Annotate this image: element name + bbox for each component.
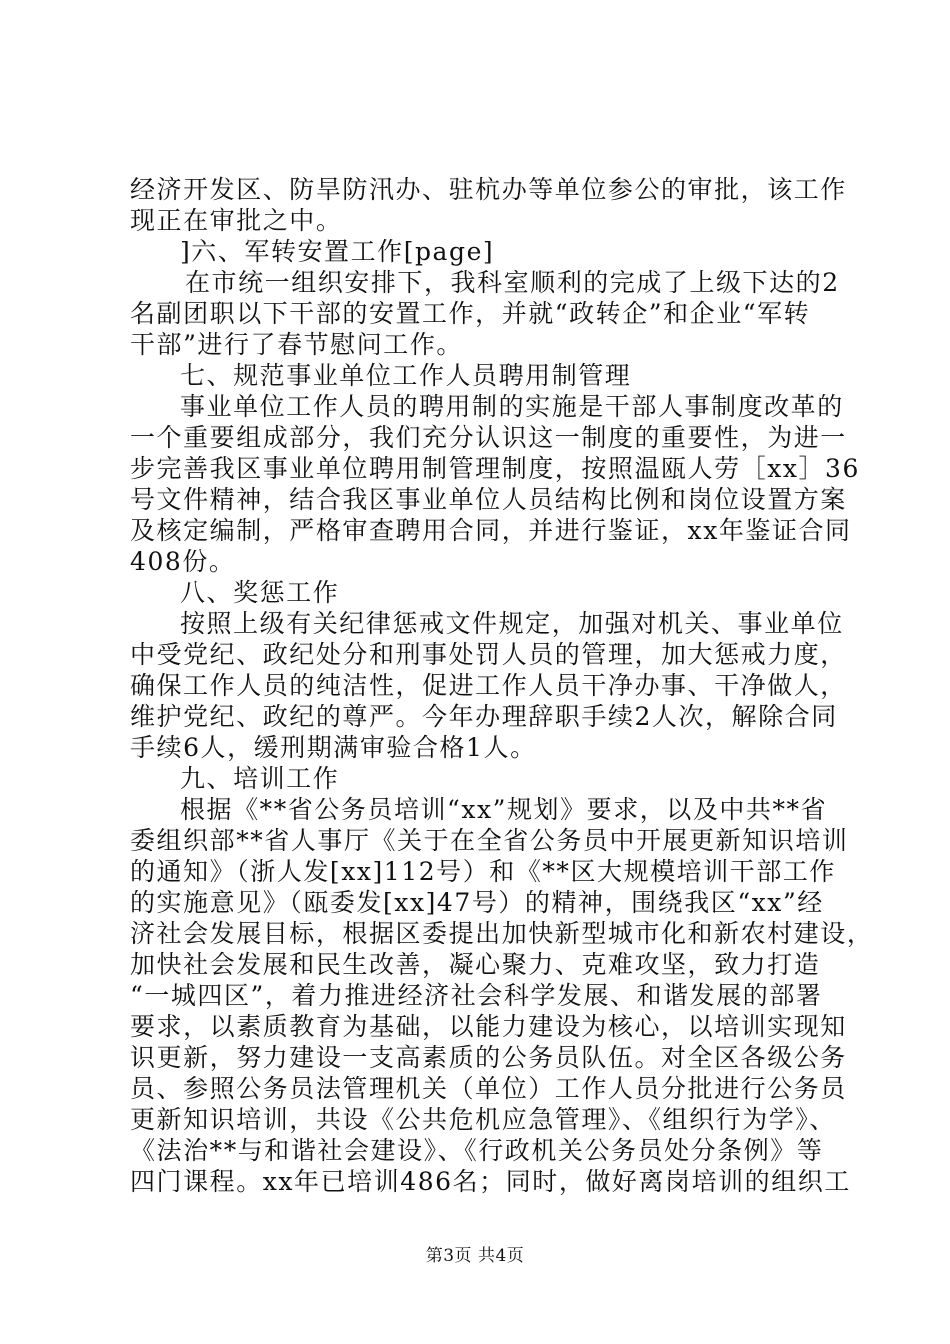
section-heading: ]六、军转安置工作[page] — [180, 237, 495, 266]
text-line: 一个重要组成部分，我们充分认识这一制度的重要性，为进一 — [130, 423, 847, 452]
section-heading: 八、奖惩工作 — [180, 578, 340, 607]
page-number-footer: 第3页 共4页 — [425, 1246, 525, 1266]
text-line: 手续6人，缓刑期满审验合格1人。 — [130, 733, 537, 762]
section-heading: 九、培训工作 — [180, 764, 340, 793]
text-line: 确保工作人员的纯洁性，促进工作人员干净办事、干净做人， — [130, 671, 847, 700]
text-line: 经济开发区、防旱防汛办、驻杭办等单位参公的审批，该工作 — [130, 175, 847, 204]
text-line: 维护党纪、政纪的尊严。今年办理辞职手续2人次，解除合同 — [130, 702, 838, 731]
text-line: 济社会发展目标，根据区委提出加快新型城市化和新农村建设， — [130, 919, 874, 948]
section-heading: 七、规范事业单位工作人员聘用制管理 — [180, 361, 632, 390]
text-line: 的实施意见》（瓯委发[xx]47号）的精神，围绕我区“xx”经 — [130, 888, 824, 917]
text-line: 四门课程。xx年已培训486名；同时，做好离岗培训的组织工 — [130, 1167, 851, 1196]
text-line: “一城四区”，着力推进经济社会科学发展、和谐发展的部署 — [130, 981, 823, 1010]
text-line: 步完善我区事业单位聘用制管理制度，按照温瓯人劳［xx］36 — [130, 454, 860, 483]
text-line: 员、参照公务员法管理机关（单位）工作人员分批进行公务员 — [130, 1074, 847, 1103]
text-line: 按照上级有关纪律惩戒文件规定，加强对机关、事业单位 — [180, 609, 844, 638]
text-line: 识更新，努力建设一支高素质的公务员队伍。对全区各级公务 — [130, 1043, 847, 1072]
text-line: 要求，以素质教育为基础，以能力建设为核心，以培训实现知 — [130, 1012, 847, 1041]
text-line: 事业单位工作人员的聘用制的实施是干部人事制度改革的 — [180, 392, 844, 421]
text-line: 委组织部**省人事厅《关于在全省公务员中开展更新知识培训 — [130, 826, 849, 855]
text-line: 在市统一组织安排下，我科室顺利的完成了上级下达的2 — [185, 268, 840, 297]
text-line: 根据《**省公务员培训“xx”规划》要求，以及中共**省 — [180, 795, 828, 824]
text-line: 干部”进行了春节慰问工作。 — [130, 330, 463, 359]
text-line: 更新知识培训，共设《公共危机应急管理》、《组织行为学》、 — [130, 1105, 836, 1134]
text-line: 的通知》（浙人发[xx]112号）和《**区大规模培训干部工作 — [130, 857, 836, 886]
text-line: 号文件精神，结合我区事业单位人员结构比例和岗位设置方案 — [130, 485, 847, 514]
text-line: 加快社会发展和民生改善，凝心聚力、克难攻坚，致力打造 — [130, 950, 821, 979]
text-line: 408份。 — [130, 547, 236, 576]
text-line: 中受党纪、政纪处分和刑事处罚人员的管理，加大惩戒力度， — [130, 640, 847, 669]
text-line: 现正在审批之中。 — [130, 206, 343, 235]
text-line: 《法治**与和谐社会建设》、《行政机关公务员处分条例》等 — [130, 1136, 824, 1165]
text-line: 名副团职以下干部的安置工作，并就“政转企”和企业“军转 — [130, 299, 811, 328]
text-line: 及核定编制，严格审查聘用合同，并进行鉴证，xx年鉴证合同 — [130, 516, 852, 545]
